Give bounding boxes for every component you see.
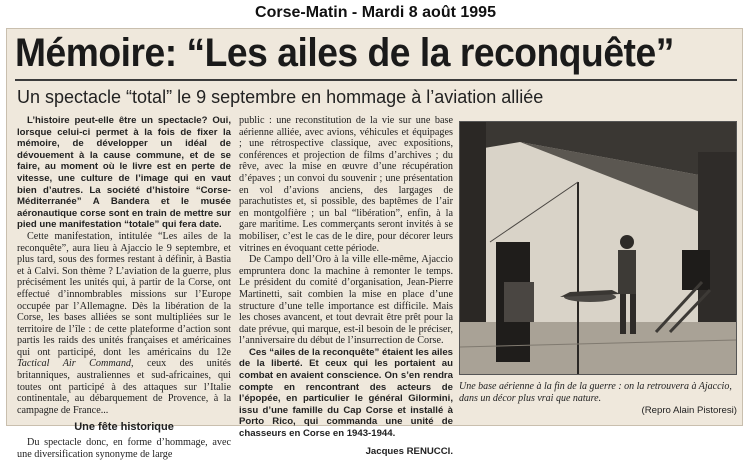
author-signature: Jacques RENUCCI. <box>365 445 453 457</box>
paragraph-text: ceux des unités britanniques, australiennes et sud-africaines, qui toutes ont participé à des attaques sur l’Italie continentale, au débarquement de Provence, à la campagne de France... <box>17 358 232 416</box>
article-column-2 <box>239 115 453 457</box>
newspaper-source-line: Corse-Matin - Mardi 8 août 1995 <box>255 4 496 21</box>
photo-caption: Une base aérienne à la fin de la guerre : on la retrouvera à Ajaccio, dans un décor plus vrai que nature. <box>459 381 732 404</box>
newspaper-clipping <box>6 28 743 460</box>
lead-paragraph: L’histoire peut-elle être un spectacle? Oui, lorsque celui-ci permet à la fois de fixer la mémoire, de développer un idéal de dévouement à la cause commune, et de se faire, au moment où le livre est en perte de vitesse, une culture de l’image qui en vaut bien d’autres. La société d’histoire “Corse-Méditerranée” A Bandera et le musée aéronautique corse sont en train de mettre sur pied une manifestation “totale” qui fera date. <box>17 115 231 231</box>
article-paragraph: Du spectacle donc, en forme d’hommage, avec une diversification synonyme de large <box>17 437 231 460</box>
intertitle: Une fête historique <box>74 421 174 434</box>
headline-rule <box>15 79 737 81</box>
article-paragraph: public : une reconstitution de la vie sur une base aérienne alliée, avec avions, véhicules et équipages ; une rétrospective classique, avec expositions, conférences et projection de films d’archives ; du rêve, avec la mise en œuvre d’une récupération d’épaves ; un convoi du souvenir ; une présentation en vol d’avions anciens, des largages de parachutistes et, si possible, des baptêmes de l’air en montgolfière ; un bal “libération”, enfin, à la gare maritime. Les commerçants seront invités à se mobiliser, c’est le cas de le dire, pour décorer leurs vitrines en évoquant cette période. <box>239 115 453 254</box>
article-paragraph <box>17 231 231 417</box>
headline: Mémoire: “Les ailes de la reconquête” <box>15 31 674 75</box>
subheadline: Un spectacle “total” le 9 septembre en hommage à l’aviation alliée <box>17 87 544 107</box>
photo-credit: (Repro Alain Pistoresi) <box>641 405 737 416</box>
article-column-1 <box>17 115 231 460</box>
italic-text: Tactical Air Command, <box>17 358 134 370</box>
bold-paragraph: Ces “ailes de la reconquête” étaient les ailes de la liberté. Et ceux qui les portaient au combat en avaient conscience. On s’en rendra compte en rencontrant des acteurs de l’épopée, en particulier le général Gilormini, issu d’une famille du Cap Corse et installé à Porto Rico, qui commanda une unité de chasseurs en Corse en 1943-1944. <box>239 346 453 440</box>
airbase-photo-illustration <box>460 122 736 374</box>
article-paragraph: De Campo dell’Oro à la ville elle-même, Ajaccio empruntera donc la machine à remonter le temps. Le président du comité d’organisation, Jean-Pierre Martinetti, sait combien la mise en place d’une structure d’une telle importance est difficile. Mais les choses avancent, et tout devrait être prêt pour la date prévue, qui marque, est-il besoin de le préciser, l’anniversaire du début de l’insurrection de Corse. <box>239 254 453 347</box>
paragraph-text: Cette manifestation, intitulée “Les ailes de la reconquête”, aura lieu à Ajaccio le 9 septembre, et plus tard, sous des formes restant à définir, à Bastia et à Calvi. Son thème ? L’aviation de la guerre, plus précisément les unités qui, à partir de la Corse, ont effectué d’innombrables missions sur l’Europe occupée par l’Allemagne. Dès la libération de la Corse, les bases alliées se sont multipliées sur le territoire de l’île : de cette plateforme d’action sont partis les raids des unités françaises et américaines qui ont participé, dont les américains du 12e <box>17 230 231 358</box>
article-photo <box>459 121 737 375</box>
